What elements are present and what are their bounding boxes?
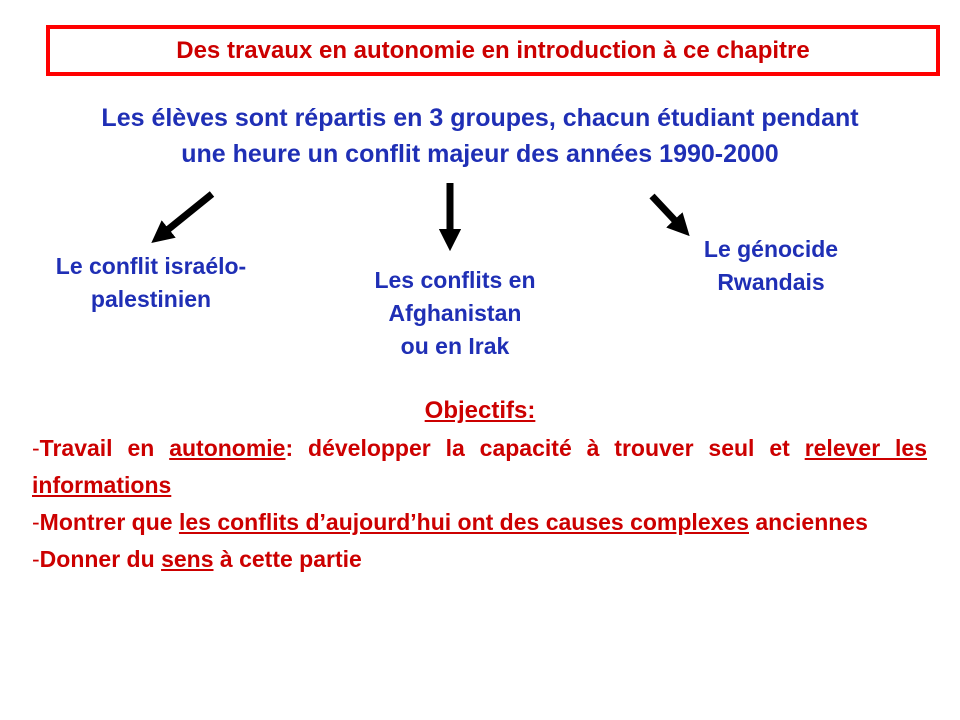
objective-dash: - [32, 546, 40, 572]
objectives-list [32, 430, 927, 578]
topic-line: Les conflits en [374, 267, 536, 293]
topic-line: ou en Irak [400, 333, 510, 359]
objective-text: : développer la capacité à trouver seul et [285, 435, 805, 461]
objective-text: Donner du [39, 546, 162, 572]
arrow-left [160, 194, 212, 236]
objective-text: Travail en [39, 435, 170, 461]
objectives-heading: Objectifs: [424, 397, 536, 424]
objective-dash: - [32, 435, 40, 461]
objective-text: Montrer que [39, 509, 179, 535]
topic-rwanda-genocide [656, 233, 886, 299]
arrow-right [652, 196, 682, 228]
objective-underlined: relever les informations [32, 435, 928, 498]
objective-underlined: sens [161, 546, 214, 572]
objective-dash: - [32, 509, 40, 535]
topic-line: Rwandais [717, 269, 825, 295]
topic-line: Le conflit israélo- [55, 253, 247, 279]
topic-israeli-palestinian [20, 250, 282, 316]
topic-line: palestinien [90, 286, 212, 312]
topic-line: Le génocide [703, 236, 839, 262]
objective-text: à cette partie [213, 546, 362, 572]
intro-line-1: Les élèves sont répartis en 3 groupes, chacun étudiant pendant [101, 104, 859, 132]
objective-underlined: les conflits d’aujourd’hui ont des causes complexes [178, 509, 749, 535]
topic-afghanistan-irak [340, 264, 570, 363]
topic-line: Afghanistan [388, 300, 522, 326]
intro-line-2: une heure un conflit majeur des années 1990-2000 [181, 140, 779, 168]
objective-item [32, 430, 927, 504]
objective-item [32, 541, 927, 578]
objective-underlined: autonomie [169, 435, 286, 461]
slide-title: Des travaux en autonomie en introduction à ce chapitre [176, 36, 810, 64]
objective-text: anciennes [749, 509, 868, 535]
objective-item [32, 504, 927, 541]
